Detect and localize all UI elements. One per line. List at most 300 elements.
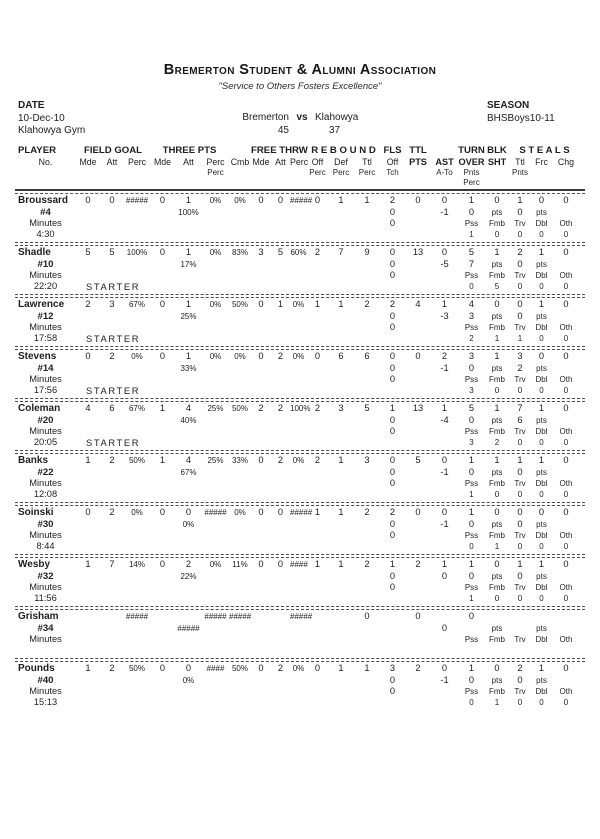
player-name: Shadle: [18, 247, 51, 258]
stat-value: 2: [185, 559, 192, 570]
trv-label: Trv: [514, 478, 526, 488]
row-separator: [15, 450, 585, 454]
stat-value: 67%: [128, 404, 145, 413]
dbl-label: Dbl: [535, 426, 548, 436]
player-row-4: [15, 541, 585, 552]
stat-value: 0: [85, 507, 91, 518]
stat-value: 2: [517, 247, 523, 258]
player-row-main: [15, 195, 585, 207]
player-number: #10: [37, 258, 54, 270]
fouls-extra: 0: [389, 373, 396, 384]
stat-value: 0%: [209, 300, 222, 309]
trv-label: Trv: [514, 582, 526, 592]
stat-value: 2: [277, 351, 284, 362]
steal-points: 0: [517, 258, 523, 269]
row-separator: [15, 554, 585, 558]
three-pt-share: 40%: [180, 415, 197, 425]
stat-value: 1: [389, 403, 396, 414]
turnover-type-value: 0: [494, 229, 500, 239]
turnover-type-value: 0: [563, 333, 569, 343]
stat-value: 67%: [128, 300, 145, 309]
player-number: #4: [40, 206, 51, 218]
assist-to-turnover: 0: [441, 570, 448, 581]
stat-value: 1: [538, 247, 545, 258]
pss-label: Pss: [464, 218, 479, 228]
pts-label: pts: [491, 207, 503, 217]
minutes-label: Minutes: [29, 633, 62, 644]
fouls-extra: 0: [389, 321, 396, 332]
col-steals: S T E A L S: [519, 145, 570, 157]
stat-value: 2: [258, 403, 264, 414]
stat-cell: Off: [386, 157, 399, 168]
steal-points: 0: [517, 570, 523, 581]
pss-label: Pss: [464, 686, 479, 696]
stat-value: 1: [85, 455, 91, 466]
fouls-tch: 0: [389, 570, 396, 581]
player-row-main: [15, 247, 585, 259]
pts-label: pts: [536, 467, 547, 477]
stat-value: 0: [563, 351, 569, 362]
turnover-points: 0: [468, 414, 475, 425]
col-three-pts: THREE PTS: [162, 145, 217, 157]
stat-value: ####: [290, 560, 308, 569]
steal-points: 0: [517, 674, 523, 685]
pts-label: pts: [536, 415, 547, 425]
assist-to-turnover: -1: [440, 674, 449, 685]
stat-value: 1: [185, 299, 192, 310]
player-name: Lawrence: [18, 299, 65, 310]
stat-value: 1: [468, 559, 475, 570]
col-turnover: TURN: [458, 145, 485, 157]
season-block: [487, 100, 555, 125]
stat-cell: Att: [106, 157, 118, 168]
dbl-label: Dbl: [535, 582, 548, 592]
player-row-2: [15, 311, 585, 322]
turnover-type-value: 0: [539, 697, 544, 707]
pts-label: pts: [491, 571, 503, 581]
pts-label: pts: [491, 467, 503, 477]
fouls-extra: 0: [389, 685, 396, 696]
stat-value: 83%: [231, 248, 248, 257]
turnover-points: 0: [468, 674, 475, 685]
stat-value: 2: [364, 559, 370, 570]
player-minutes: 15:13: [33, 696, 58, 707]
stat-value: 25%: [207, 456, 224, 465]
stat-value: 1: [159, 403, 166, 414]
turnover-type-value: 5: [494, 281, 500, 291]
stat-value: 1: [494, 247, 500, 258]
pss-label: Pss: [464, 322, 479, 332]
turnover-type-value: 0: [563, 437, 569, 447]
stat-cell: Pnts: [463, 168, 480, 177]
row-separator: [15, 294, 585, 298]
steal-points: 6: [517, 414, 523, 425]
stat-value: 3: [109, 299, 115, 310]
stat-cell: Cmb: [230, 157, 250, 168]
stat-value: 1: [494, 403, 500, 414]
player-row-main: [15, 611, 585, 623]
stat-value: 0%: [292, 352, 305, 361]
col-number: No.: [38, 157, 53, 168]
player-row-main: [15, 351, 585, 363]
stat-value: 1: [314, 299, 321, 310]
turnover-points: 0: [468, 206, 475, 217]
pts-label: pts: [536, 571, 547, 581]
player-row-4: [15, 645, 585, 656]
stat-value: 0: [258, 663, 264, 674]
player-row-3: [15, 218, 585, 229]
date-block: [18, 100, 85, 138]
stat-value: 1: [85, 663, 91, 674]
stat-value: 2: [277, 403, 284, 414]
assist-to-turnover: -4: [440, 414, 449, 425]
stat-value: 0: [258, 299, 264, 310]
player-row-main: [15, 455, 585, 467]
turnover-points: 0: [468, 570, 475, 581]
header-row-2: [15, 157, 585, 168]
stat-value: 0: [159, 559, 166, 570]
stat-value: 1: [517, 559, 523, 570]
stat-value: #####: [125, 612, 149, 621]
stat-value: 0: [277, 195, 284, 206]
player-name: Stevens: [18, 351, 57, 362]
stat-cell: Perc: [309, 168, 326, 177]
fouls-extra: 0: [389, 581, 396, 592]
player-minutes: 22:20: [33, 280, 58, 291]
stat-value: 50%: [128, 456, 145, 465]
player-row-2: [15, 571, 585, 582]
stat-value: 0: [159, 507, 166, 518]
stat-value: 0: [494, 507, 500, 518]
turnover-type-value: 0: [563, 281, 569, 291]
player-row-4: [15, 333, 585, 344]
turnover-type-value: 0: [563, 489, 569, 499]
stat-value: 0: [185, 663, 192, 674]
stat-value: 0: [364, 611, 370, 622]
stat-value: 1: [338, 455, 344, 466]
player-row-4: [15, 437, 585, 448]
stat-value: 5: [415, 455, 421, 466]
col-free-throw: FREE THRW: [251, 145, 308, 157]
stat-value: 0: [159, 247, 166, 258]
player-row-2: [15, 467, 585, 478]
oth-label: Oth: [559, 634, 573, 644]
header-row-3: [15, 168, 585, 178]
stat-value: 13: [412, 403, 424, 414]
row-separator: [15, 606, 585, 610]
fouls-tch: 0: [389, 414, 396, 425]
stat-value: 1: [85, 559, 91, 570]
turnover-type-value: 0: [539, 437, 544, 447]
stat-value: 0: [441, 455, 448, 466]
stat-value: 0: [494, 195, 500, 206]
header-row-1: [15, 145, 585, 157]
minutes-label: Minutes: [29, 685, 62, 696]
stat-value: 4: [85, 403, 91, 414]
player-row-3: [15, 530, 585, 541]
fmb-label: Fmb: [489, 478, 505, 488]
stat-value: 1: [538, 455, 545, 466]
stat-value: 3: [338, 403, 344, 414]
stat-cell: Tch: [386, 168, 399, 177]
stat-cell: Att: [183, 157, 194, 168]
stat-value: 0%: [131, 508, 143, 517]
stat-value: 1: [277, 299, 284, 310]
stat-value: 0%: [209, 560, 222, 569]
fmb-label: Fmb: [489, 218, 505, 228]
stat-value: 1: [468, 507, 475, 518]
stat-value: 2: [415, 559, 421, 570]
stat-value: 0: [415, 195, 421, 206]
stat-value: #####: [125, 196, 149, 205]
stat-value: 1: [517, 195, 523, 206]
stat-value: 100%: [126, 248, 148, 257]
turnover-type-value: 2: [494, 437, 500, 447]
player-row-2: [15, 363, 585, 374]
stat-value: #####: [204, 612, 227, 621]
stat-cell: SHT: [487, 156, 507, 167]
stat-value: ####: [206, 664, 225, 673]
assist-to-turnover: -3: [440, 310, 449, 321]
stat-value: 0: [563, 195, 569, 206]
header-separator: [15, 189, 585, 194]
stat-value: 2: [314, 403, 321, 414]
player-name: Coleman: [18, 403, 61, 414]
stat-value: 2: [85, 299, 91, 310]
stat-value: 4: [468, 299, 475, 310]
stat-value: 4: [185, 455, 192, 466]
pts-label: pts: [536, 311, 547, 321]
player-number: #22: [37, 466, 54, 478]
stat-value: 1: [468, 663, 475, 674]
stat-value: 0: [494, 299, 500, 310]
stat-value: 0: [563, 663, 569, 674]
stat-value: 0%: [234, 508, 246, 517]
stat-value: 1: [538, 663, 545, 674]
oth-label: Oth: [559, 218, 573, 228]
three-pt-share: 33%: [180, 363, 197, 373]
fouls-tch: 0: [389, 466, 396, 477]
fouls-extra: 0: [389, 269, 396, 280]
starter-label: STARTER: [86, 280, 141, 292]
stat-sheet-page: [0, 62, 600, 839]
player-minutes: 20:05: [33, 436, 58, 447]
turnover-type-value: 0: [539, 489, 544, 499]
pts-label: pts: [491, 363, 503, 373]
dbl-label: Dbl: [535, 218, 548, 228]
date-value: 10-Dec-10: [18, 112, 65, 124]
fouls-extra: 0: [389, 477, 396, 488]
three-pt-share: 100%: [178, 207, 199, 217]
dbl-label: Dbl: [535, 686, 548, 696]
oth-label: Oth: [559, 322, 573, 332]
player-row-4: [15, 489, 585, 500]
stat-value: 0%: [209, 248, 222, 257]
home-score: 45: [277, 124, 289, 136]
stat-value: 7: [338, 247, 344, 258]
stat-value: 2: [109, 455, 115, 466]
turnover-type-value: 0: [539, 385, 544, 395]
player-row-3: [15, 686, 585, 697]
stat-value: 6: [109, 403, 115, 414]
stat-cell: Def: [334, 157, 348, 168]
fmb-label: Fmb: [489, 530, 505, 540]
turnover-type-value: 3: [469, 437, 474, 447]
stat-value: 1: [441, 403, 448, 414]
venue: Klahowya Gym: [18, 125, 86, 136]
fmb-label: Fmb: [489, 426, 505, 436]
oth-label: Oth: [559, 582, 573, 592]
player-number: #32: [37, 570, 54, 582]
player-row-2: [15, 623, 585, 634]
dbl-label: Dbl: [535, 478, 548, 488]
turnover-type-value: 0: [539, 229, 544, 239]
three-pt-share: 0%: [182, 519, 195, 529]
stat-value: 0%: [292, 664, 305, 673]
pts-label: pts: [536, 207, 547, 217]
oth-label: Oth: [559, 374, 573, 384]
starter-label: STARTER: [86, 332, 141, 344]
trv-label: Trv: [514, 530, 526, 540]
stat-value: #####: [229, 612, 252, 621]
turnover-points: 0: [468, 518, 475, 529]
stat-value: 1: [338, 195, 344, 206]
turnover-type-value: 0: [494, 385, 500, 395]
player-row-3: [15, 582, 585, 593]
fouls-tch: 0: [389, 206, 396, 217]
vs-label: vs: [296, 112, 308, 123]
stat-value: 0: [277, 507, 284, 518]
starter-label: STARTER: [86, 384, 141, 396]
turnover-type-value: 1: [517, 333, 523, 343]
stat-value: 2: [109, 351, 115, 362]
stat-value: #####: [290, 196, 313, 205]
col-total-pts: TTL: [409, 145, 427, 157]
stat-value: 2: [314, 455, 321, 466]
dbl-label: Dbl: [535, 322, 548, 332]
trv-label: Trv: [514, 374, 526, 384]
stat-value: 1: [494, 455, 500, 466]
stat-value: 1: [338, 663, 344, 674]
stat-cell: Perc: [463, 177, 480, 187]
fouls-tch: 0: [389, 674, 396, 685]
stat-value: 1: [441, 299, 448, 310]
stat-cell: Perc: [332, 168, 350, 177]
player-number: #30: [37, 518, 54, 530]
player-minutes: 12:08: [33, 488, 58, 499]
turnover-type-value: 0: [563, 385, 569, 395]
pts-label: pts: [536, 259, 547, 269]
player-number: #12: [37, 310, 54, 322]
stat-value: 0: [563, 403, 569, 414]
stat-value: 0%: [234, 352, 246, 361]
dbl-label: Dbl: [535, 374, 548, 384]
stat-value: 0: [159, 195, 166, 206]
stat-value: 0: [389, 455, 396, 466]
fouls-extra: 0: [389, 425, 396, 436]
page-subtitle: "Service to Others Fosters Excellence": [218, 81, 382, 92]
stat-cell: Mde: [252, 157, 270, 168]
away-team: Klahowya: [315, 112, 359, 123]
turnover-type-value: 1: [469, 229, 474, 239]
col-pts: PTS: [409, 156, 427, 167]
stat-value: 2: [109, 663, 115, 674]
turnover-type-value: 0: [494, 489, 500, 499]
turnover-type-value: 0: [539, 593, 544, 603]
stat-value: 9: [364, 247, 370, 258]
dbl-label: Dbl: [535, 270, 548, 280]
turnover-type-value: 0: [563, 697, 569, 707]
pss-label: Pss: [464, 374, 479, 384]
stat-value: 0: [415, 351, 421, 362]
row-separator: [15, 346, 585, 350]
stat-cell: Frc: [535, 157, 548, 168]
stat-value: 0: [159, 299, 166, 310]
stat-value: 0: [415, 611, 421, 622]
stat-value: 3: [468, 351, 475, 362]
turnover-type-value: 0: [517, 489, 523, 499]
player-row-3: [15, 374, 585, 385]
turnover-type-value: 3: [469, 385, 474, 395]
stat-value: 0: [538, 351, 545, 362]
stat-value: 13: [412, 247, 424, 258]
stat-value: 2: [109, 507, 115, 518]
steal-points: 2: [517, 362, 523, 373]
minutes-label: Minutes: [29, 425, 62, 436]
player-minutes: 11:56: [34, 592, 57, 603]
player-row-4: [15, 593, 585, 604]
stat-value: 0: [517, 507, 523, 518]
player-row-2: [15, 519, 585, 530]
pss-label: Pss: [464, 582, 479, 592]
stat-value: 7: [517, 403, 523, 414]
minutes-label: Minutes: [29, 581, 62, 592]
stat-value: 1: [338, 559, 344, 570]
oth-label: Oth: [559, 478, 573, 488]
three-pt-share: 25%: [180, 311, 197, 321]
stat-value: #####: [290, 508, 313, 517]
steal-points: 0: [517, 310, 523, 321]
stat-value: 0: [159, 663, 166, 674]
col-rebound: R E B O U N D: [311, 145, 376, 157]
player-name: Grisham: [18, 611, 59, 622]
player-row-2: [15, 207, 585, 218]
player-number: #34: [37, 622, 54, 634]
stat-value: 5: [468, 247, 475, 258]
game-info: [15, 100, 585, 140]
stat-value: 0: [389, 351, 396, 362]
stat-value: 0: [494, 663, 500, 674]
turnover-type-value: 0: [517, 281, 523, 291]
fouls-tch: 0: [389, 310, 396, 321]
turnover-points: 0: [468, 466, 475, 477]
pts-label: pts: [536, 519, 547, 529]
row-separator: [15, 502, 585, 506]
col-player: PLAYER: [18, 145, 57, 157]
stat-cell: Perc: [207, 168, 224, 177]
pss-label: Pss: [464, 426, 479, 436]
player-name: Soinski: [18, 507, 54, 518]
turnover-type-value: 0: [469, 541, 474, 551]
row-separator: [15, 242, 585, 246]
stat-cell: Mde: [153, 157, 172, 168]
stat-value: 0: [494, 559, 500, 570]
stat-value: 0: [185, 507, 192, 518]
stat-value: 1: [517, 455, 523, 466]
stat-value: 1: [441, 559, 448, 570]
assist-to-turnover: -1: [440, 362, 449, 373]
stat-cell: A-To: [436, 168, 453, 177]
